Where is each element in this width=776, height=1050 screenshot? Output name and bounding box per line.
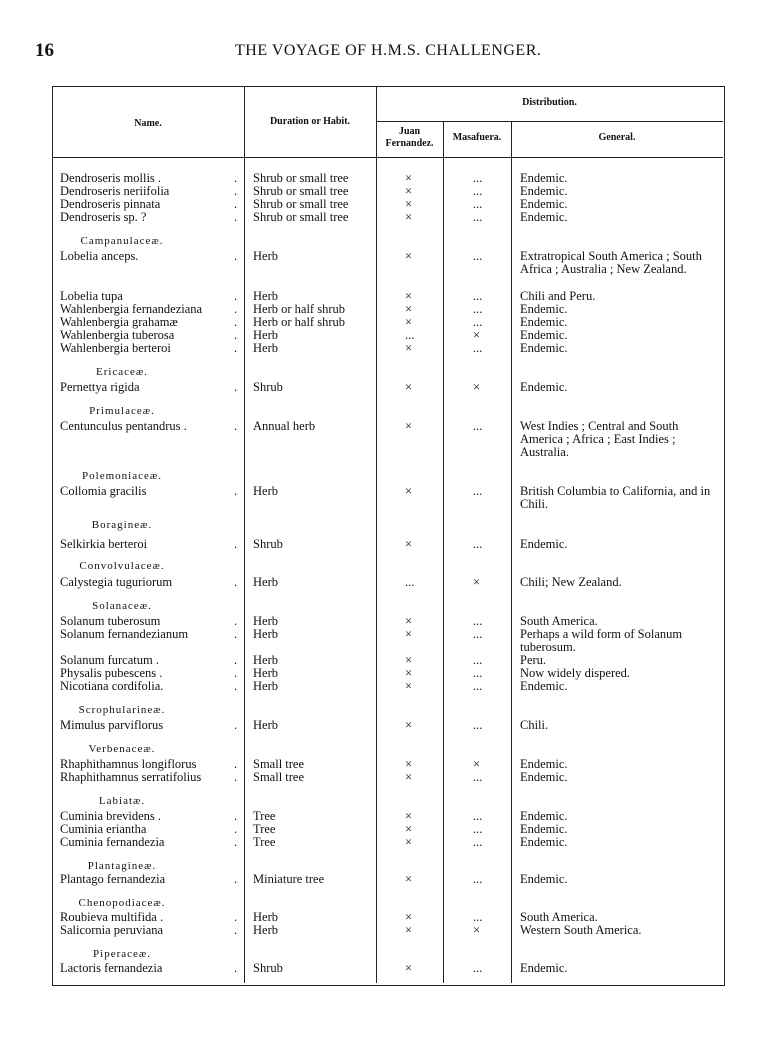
masafuera-mark: ... [473, 718, 483, 732]
habit: Herb [253, 653, 278, 667]
table-row [0, 771, 776, 784]
leader-dot: . [234, 484, 238, 498]
general-distribution: Extratropical South America ; South Africa ; Australia ; New Zealand. [520, 249, 702, 276]
masafuera-mark: ... [473, 171, 483, 185]
juan-fernandez-mark: × [405, 653, 413, 667]
general-distribution: Endemic. [520, 380, 568, 394]
general-distribution: Endemic. [520, 809, 568, 823]
masafuera-mark: × [473, 923, 481, 937]
species-name: Wahlenbergia berteroi [60, 341, 171, 355]
masafuera-mark: ... [473, 872, 483, 886]
general-distribution: Endemic. [520, 770, 568, 784]
juan-fernandez-mark: × [405, 910, 413, 924]
habit: Herb [253, 679, 278, 693]
habit: Herb [253, 910, 278, 924]
species-name: Roubieva multifida . [60, 910, 164, 924]
leader-dot: . [234, 961, 238, 975]
juan-fernandez-mark: × [405, 289, 413, 303]
leader-dot: . [234, 910, 238, 924]
habit: Tree [253, 835, 276, 849]
family-heading: Verbenaceæ. [88, 743, 156, 755]
habit: Shrub [253, 537, 283, 551]
species-name: Mimulus parviflorus [60, 718, 164, 732]
habit: Shrub [253, 961, 283, 975]
habit: Herb [253, 627, 278, 641]
general-distribution: Endemic. [520, 835, 568, 849]
juan-fernandez-mark: × [405, 961, 413, 975]
masafuera-mark: ... [473, 910, 483, 924]
general-distribution: West Indies ; Central and South America ; Africa ; East Indies ; Australia. [520, 419, 679, 459]
species-name: Dendroseris mollis . [60, 171, 162, 185]
masafuera-mark: ... [473, 302, 483, 316]
leader-dot: . [234, 249, 238, 263]
juan-fernandez-mark: × [405, 718, 413, 732]
leader-dot: . [234, 210, 238, 224]
juan-fernandez-mark: × [405, 679, 413, 693]
general-distribution: Endemic. [520, 679, 568, 693]
leader-dot: . [234, 289, 238, 303]
leader-dot: . [234, 575, 238, 589]
family-heading: Convolvulaceæ. [79, 560, 165, 572]
leader-dot: . [234, 923, 238, 937]
species-name: Salicornia peruviana [60, 923, 164, 937]
running-title: THE VOYAGE OF H.M.S. CHALLENGER. [235, 42, 542, 59]
habit: Shrub [253, 380, 283, 394]
juan-fernandez-mark: × [405, 872, 413, 886]
juan-fernandez-mark: × [405, 666, 413, 680]
juan-fernandez-mark: × [405, 197, 413, 211]
habit: Shrub or small tree [253, 184, 349, 198]
species-name: Dendroseris sp. ? [60, 210, 147, 224]
habit: Herb [253, 718, 278, 732]
habit: Herb [253, 289, 278, 303]
species-name: Lobelia tupa [60, 289, 123, 303]
habit: Shrub or small tree [253, 210, 349, 224]
general-distribution: British Columbia to California, and in Chili. [520, 484, 711, 511]
masafuera-mark: ... [473, 197, 483, 211]
habit: Herb [253, 484, 278, 498]
juan-fernandez-mark: × [405, 537, 413, 551]
masafuera-mark: ... [473, 289, 483, 303]
species-name: Physalis pubescens . [60, 666, 163, 680]
species-name: Selkirkia berteroi [60, 537, 148, 551]
general-distribution: Western South America. [520, 923, 642, 937]
leader-dot: . [234, 171, 238, 185]
table-row [0, 419, 776, 459]
family-heading: Primulaceæ. [89, 405, 155, 417]
family-heading: Solanaceæ. [92, 600, 152, 612]
family-heading: Scrophularineæ. [78, 704, 166, 716]
general-distribution: Endemic. [520, 302, 568, 316]
habit: Herb [253, 614, 278, 628]
leader-dot: . [234, 679, 238, 693]
leader-dot: . [234, 835, 238, 849]
juan-fernandez-mark: × [405, 484, 413, 498]
species-name: Nicotiana cordifolia. [60, 679, 164, 693]
general-distribution: South America. [520, 910, 598, 924]
table-row [0, 342, 776, 355]
table-row [0, 836, 776, 849]
masafuera-mark: ... [473, 341, 483, 355]
leader-dot: . [234, 770, 238, 784]
species-name: Solanum furcatum . [60, 653, 159, 667]
habit: Herb [253, 666, 278, 680]
general-distribution: Endemic. [520, 328, 568, 342]
general-distribution: Endemic. [520, 197, 568, 211]
header-rule [52, 157, 723, 158]
header-distribution: Distribution. [522, 97, 577, 108]
juan-fernandez-mark: × [405, 210, 413, 224]
masafuera-mark: ... [473, 627, 483, 641]
leader-dot: . [234, 341, 238, 355]
habit: Herb [253, 249, 278, 263]
table-row [0, 873, 776, 886]
masafuera-mark: × [473, 380, 481, 394]
header-habit: Duration or Habit. [269, 116, 351, 127]
general-distribution: Endemic. [520, 315, 568, 329]
juan-fernandez-mark: × [405, 419, 413, 433]
juan-fernandez-mark: × [405, 171, 413, 185]
species-name: Rhaphithamnus serratifolius [60, 770, 202, 784]
general-distribution: Now widely dispered. [520, 666, 631, 680]
species-name: Lactoris fernandezia [60, 961, 163, 975]
general-distribution: Endemic. [520, 872, 568, 886]
habit: Herb [253, 341, 278, 355]
habit: Tree [253, 822, 276, 836]
species-name: Lobelia anceps. [60, 249, 139, 263]
masafuera-mark: ... [473, 484, 483, 498]
species-name: Solanum tuberosum [60, 614, 161, 628]
table-row [0, 381, 776, 394]
general-distribution: Chili; New Zealand. [520, 575, 622, 589]
habit: Herb or half shrub [253, 315, 345, 329]
habit: Herb [253, 575, 278, 589]
juan-fernandez-mark: × [405, 627, 413, 641]
masafuera-mark: ... [473, 249, 483, 263]
family-heading: Boragineæ. [91, 519, 153, 531]
masafuera-mark: ... [473, 537, 483, 551]
leader-dot: . [234, 872, 238, 886]
masafuera-mark: ... [473, 184, 483, 198]
leader-dot: . [234, 537, 238, 551]
species-name: Cuminia fernandezia [60, 835, 165, 849]
masafuera-mark: × [473, 757, 481, 771]
species-name: Collomia gracilis [60, 484, 147, 498]
leader-dot: . [234, 666, 238, 680]
leader-dot: . [234, 757, 238, 771]
habit: Miniature tree [253, 872, 325, 886]
leader-dot: . [234, 328, 238, 342]
juan-fernandez-mark: × [405, 809, 413, 823]
masafuera-mark: ... [473, 679, 483, 693]
habit: Tree [253, 809, 276, 823]
leader-dot: . [234, 809, 238, 823]
species-name: Wahlenbergia grahamæ [60, 315, 178, 329]
leader-dot: . [234, 419, 238, 433]
masafuera-mark: ... [473, 210, 483, 224]
juan-fernandez-mark: × [405, 341, 413, 355]
juan-fernandez-mark: × [405, 614, 413, 628]
masafuera-mark: ... [473, 666, 483, 680]
family-heading: Polemoniaceæ. [82, 470, 162, 482]
general-distribution: South America. [520, 614, 598, 628]
general-distribution: Endemic. [520, 171, 568, 185]
species-name: Cuminia eriantha [60, 822, 147, 836]
juan-fernandez-mark: × [405, 315, 413, 329]
leader-dot: . [234, 822, 238, 836]
species-name: Dendroseris neriifolia [60, 184, 170, 198]
family-heading: Piperaceæ. [93, 948, 151, 960]
leader-dot: . [234, 184, 238, 198]
table-row [0, 576, 776, 589]
header-rule [376, 121, 723, 122]
habit: Small tree [253, 770, 305, 784]
leader-dot: . [234, 653, 238, 667]
juan-fernandez-mark: × [405, 835, 413, 849]
masafuera-mark: ... [473, 419, 483, 433]
masafuera-mark: ... [473, 961, 483, 975]
family-heading: Plantagineæ. [87, 860, 157, 872]
header-name: Name. [134, 118, 162, 129]
species-name: Pernettya rigida [60, 380, 140, 394]
general-distribution: Endemic. [520, 757, 568, 771]
table-row [0, 538, 776, 551]
leader-dot: . [234, 302, 238, 316]
juan-fernandez-mark: × [405, 249, 413, 263]
juan-fernandez-mark: × [405, 380, 413, 394]
species-name: Rhaphithamnus longiflorus [60, 757, 197, 771]
species-name: Calystegia tuguriorum [60, 575, 173, 589]
general-distribution: Perhaps a wild form of Solanum tuberosum. [520, 627, 683, 654]
table-row [0, 680, 776, 693]
general-distribution: Chili and Peru. [520, 289, 596, 303]
masafuera-mark: ... [473, 822, 483, 836]
species-name: Plantago fernandezia [60, 872, 166, 886]
general-distribution: Endemic. [520, 961, 568, 975]
table-row [0, 211, 776, 224]
masafuera-mark: ... [473, 835, 483, 849]
habit: Shrub or small tree [253, 197, 349, 211]
juan-fernandez-mark: × [405, 184, 413, 198]
general-distribution: Endemic. [520, 537, 568, 551]
general-distribution: Endemic. [520, 341, 568, 355]
masafuera-mark: ... [473, 614, 483, 628]
juan-fernandez-mark: × [405, 923, 413, 937]
habit: Annual herb [253, 419, 316, 433]
table-row [0, 627, 776, 654]
header-juan-fernandez: Juan Fernandez. [385, 126, 434, 149]
habit: Shrub or small tree [253, 171, 349, 185]
general-distribution: Endemic. [520, 184, 568, 198]
leader-dot: . [234, 380, 238, 394]
habit: Small tree [253, 757, 305, 771]
leader-dot: . [234, 197, 238, 211]
general-distribution: Chili. [520, 718, 549, 732]
leader-dot: . [234, 614, 238, 628]
table-row [0, 484, 776, 511]
family-heading: Ericaceæ. [95, 366, 149, 378]
general-distribution: Peru. [520, 653, 547, 667]
leader-dot: . [234, 718, 238, 732]
leader-dot: . [234, 315, 238, 329]
species-name: Cuminia brevidens . [60, 809, 162, 823]
masafuera-mark: ... [473, 770, 483, 784]
table-row [0, 719, 776, 732]
general-distribution: Endemic. [520, 210, 568, 224]
juan-fernandez-mark: × [405, 302, 413, 316]
family-heading: Chenopodiaceæ. [78, 897, 166, 909]
species-name: Solanum fernandezianum [60, 627, 189, 641]
juan-fernandez-mark: × [405, 770, 413, 784]
species-name: Dendroseris pinnata [60, 197, 161, 211]
masafuera-mark: × [473, 328, 481, 342]
leader-dot: . [234, 627, 238, 641]
juan-fernandez-mark: × [405, 757, 413, 771]
table-row [0, 249, 776, 276]
family-heading: Labiatæ. [98, 795, 146, 807]
masafuera-mark: ... [473, 315, 483, 329]
species-name: Wahlenbergia fernandeziana [60, 302, 203, 316]
habit: Herb or half shrub [253, 302, 345, 316]
juan-fernandez-mark: ... [405, 575, 415, 589]
juan-fernandez-mark: × [405, 822, 413, 836]
habit: Herb [253, 923, 278, 937]
table-row [0, 924, 776, 937]
family-heading: Campanulaceæ. [80, 235, 164, 247]
general-distribution: Endemic. [520, 822, 568, 836]
page-number: 16 [35, 40, 54, 61]
table-row [0, 962, 776, 975]
habit: Herb [253, 328, 278, 342]
masafuera-mark: × [473, 575, 481, 589]
species-name: Centunculus pentandrus . [60, 419, 187, 433]
species-name: Wahlenbergia tuberosa [60, 328, 175, 342]
juan-fernandez-mark: ... [405, 328, 415, 342]
header-masafuera: Masafuera. [452, 132, 502, 143]
masafuera-mark: ... [473, 809, 483, 823]
masafuera-mark: ... [473, 653, 483, 667]
header-general: General. [598, 132, 636, 143]
